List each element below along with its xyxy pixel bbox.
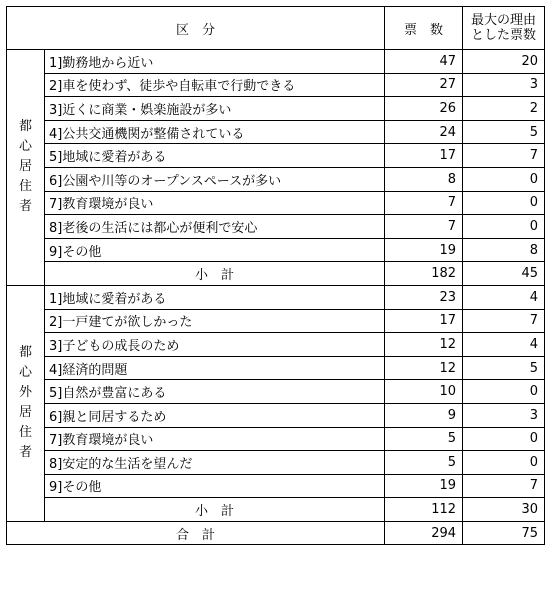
votes-cell: 9 [385,403,463,427]
total-top: 75 [463,521,545,545]
reason-label: 9]その他 [45,238,385,262]
reason-label: 1]地域に愛着がある [45,285,385,309]
table-row [7,167,545,191]
subtotal-label: 小 計 [45,262,385,286]
votes-cell: 12 [385,356,463,380]
votes-cell: 27 [385,73,463,97]
table-row [7,215,545,239]
reason-label: 2]車を使わず、徒歩や自転車で行動できる [45,73,385,97]
subtotal-top: 30 [463,498,545,522]
reason-label: 2]一戸建てが欲しかった [45,309,385,333]
top-reason-cell: 0 [463,427,545,451]
table-row [7,144,545,168]
subtotal-label: 小 計 [45,498,385,522]
subtotal-votes: 182 [385,262,463,286]
subtotal-row [7,498,545,522]
table-row [7,191,545,215]
votes-cell: 5 [385,451,463,475]
votes-cell: 26 [385,97,463,121]
top-reason-cell: 7 [463,474,545,498]
header-top-reason-votes: 最大の理由 とした票数 [463,7,545,50]
table-row [7,120,545,144]
votes-cell: 24 [385,120,463,144]
subtotal-row [7,262,545,286]
group-name: 都心外居住者 [18,345,32,461]
reason-label: 8]老後の生活には都心が便利で安心 [45,215,385,239]
subtotal-votes: 112 [385,498,463,522]
top-reason-cell: 0 [463,451,545,475]
top-reason-cell: 4 [463,285,545,309]
reason-label: 9]その他 [45,474,385,498]
header-category: 区 分 [7,7,385,50]
table-row [7,356,545,380]
reason-label: 3]子どもの成長のため [45,333,385,357]
top-reason-cell: 0 [463,191,545,215]
votes-cell: 5 [385,427,463,451]
votes-cell: 17 [385,309,463,333]
votes-cell: 8 [385,167,463,191]
top-reason-cell: 20 [463,50,545,74]
votes-cell: 47 [385,50,463,74]
top-reason-cell: 0 [463,380,545,404]
reason-label: 5]自然が豊富にある [45,380,385,404]
top-reason-cell: 8 [463,238,545,262]
top-reason-cell: 3 [463,73,545,97]
reason-label: 7]教育環境が良い [45,191,385,215]
votes-cell: 10 [385,380,463,404]
top-reason-cell: 7 [463,309,545,333]
reason-label: 4]公共交通機関が整備されている [45,120,385,144]
table-row [7,427,545,451]
top-reason-cell: 7 [463,144,545,168]
header-row [7,7,545,50]
top-reason-cell: 0 [463,167,545,191]
total-label: 合 計 [7,521,385,545]
total-row [7,521,545,545]
top-reason-cell: 5 [463,120,545,144]
total-votes: 294 [385,521,463,545]
group-label [7,50,45,286]
reason-label: 8]安定的な生活を望んだ [45,451,385,475]
table-row [7,97,545,121]
top-reason-cell: 2 [463,97,545,121]
votes-cell: 19 [385,474,463,498]
votes-cell: 17 [385,144,463,168]
table-row [7,380,545,404]
top-reason-cell: 4 [463,333,545,357]
reason-label: 7]教育環境が良い [45,427,385,451]
table-row [7,285,545,309]
table-row [7,403,545,427]
group-label [7,285,45,521]
table-row [7,238,545,262]
survey-table [6,6,545,545]
reason-label: 6]親と同居するため [45,403,385,427]
header-votes: 票 数 [385,7,463,50]
subtotal-top: 45 [463,262,545,286]
votes-cell: 7 [385,215,463,239]
votes-cell: 7 [385,191,463,215]
votes-cell: 12 [385,333,463,357]
reason-label: 6]公園や川等のオープンスペースが多い [45,167,385,191]
table-row [7,474,545,498]
reason-label: 4]経済的問題 [45,356,385,380]
votes-cell: 23 [385,285,463,309]
top-reason-cell: 3 [463,403,545,427]
top-reason-cell: 5 [463,356,545,380]
table-row [7,73,545,97]
reason-label: 5]地域に愛着がある [45,144,385,168]
table-row [7,451,545,475]
top-reason-cell: 0 [463,215,545,239]
votes-cell: 19 [385,238,463,262]
table-row [7,333,545,357]
reason-label: 1]勤務地から近い [45,50,385,74]
group-name: 都心居住者 [18,119,32,215]
table-row [7,50,545,74]
reason-label: 3]近くに商業・娯楽施設が多い [45,97,385,121]
table-row [7,309,545,333]
